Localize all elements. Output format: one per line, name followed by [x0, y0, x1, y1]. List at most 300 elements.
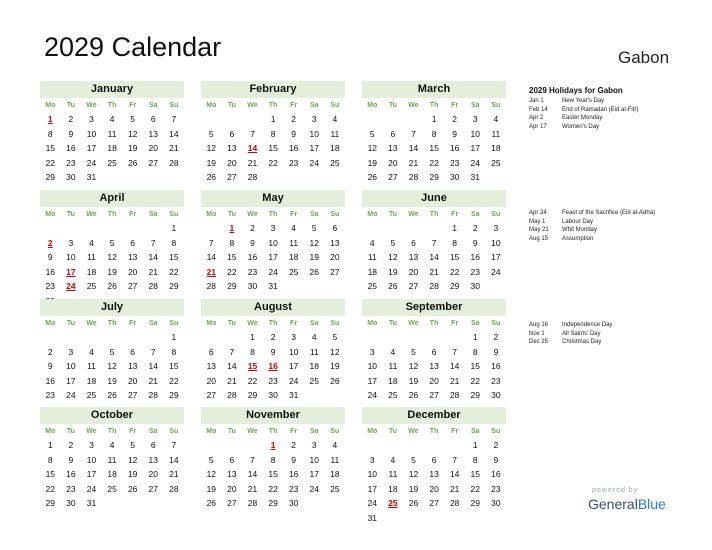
- weekday-header: Th: [429, 211, 439, 218]
- weekday-header: Su: [330, 102, 340, 109]
- day-cell: 28: [247, 172, 258, 182]
- holiday-date: Jan 1: [529, 98, 544, 104]
- day-cell: 26: [206, 498, 217, 508]
- day-cell: 23: [491, 375, 501, 386]
- day-cell: 11: [491, 128, 501, 139]
- weekday-header: Mo: [367, 211, 378, 218]
- day-cell: 4: [369, 237, 375, 248]
- day-cell: 13: [227, 143, 237, 153]
- day-cell: 23: [491, 483, 501, 494]
- day-cell: 28: [449, 498, 460, 508]
- month-name: January: [40, 81, 184, 98]
- weekday-header: We: [408, 102, 419, 109]
- day-cell: 3: [311, 440, 317, 450]
- day-grid: [201, 317, 345, 403]
- empty-cell: [201, 438, 222, 453]
- day-cell: 5: [332, 332, 338, 342]
- day-cell: 26: [408, 498, 419, 508]
- day-cell: 10: [86, 454, 97, 465]
- day-cell: 30: [268, 390, 278, 400]
- day-cell: 11: [87, 252, 96, 262]
- day-cell: 2: [270, 332, 276, 342]
- day-cell: 6: [229, 128, 235, 139]
- empty-cell: [242, 112, 263, 127]
- day-cell: 16: [66, 469, 76, 479]
- day-cell: 16: [288, 143, 299, 153]
- day-cell: 17: [66, 375, 76, 386]
- day-cell: 28: [148, 281, 158, 291]
- day-cell: 4: [390, 346, 396, 357]
- day-grid: [40, 99, 184, 185]
- day-grid: [40, 317, 184, 417]
- day-cell: 22: [45, 483, 56, 494]
- day-cell: 31: [288, 390, 299, 400]
- day-cell: 15: [268, 143, 278, 153]
- holiday-item: [529, 123, 638, 132]
- empty-cell: [403, 438, 424, 453]
- day-cell: 1: [47, 440, 53, 450]
- weekday-header: We: [247, 428, 258, 435]
- day-cell: 1: [452, 223, 458, 233]
- weekday-header: Fr: [129, 428, 137, 435]
- day-cell: 21: [227, 375, 237, 386]
- day-cell: 27: [429, 498, 439, 508]
- empty-cell: [40, 221, 61, 236]
- month-may: [201, 190, 345, 294]
- day-cell: 20: [148, 469, 158, 479]
- month-name: October: [40, 407, 184, 424]
- weekday-header: Th: [107, 102, 117, 109]
- weekday-header: Tu: [227, 102, 236, 109]
- brand-part2: Blue: [637, 496, 666, 512]
- empty-cell: [81, 330, 102, 345]
- weekday-header: Su: [491, 428, 501, 435]
- day-cell: 16: [247, 252, 258, 262]
- weekday-header: Th: [107, 428, 117, 435]
- empty-cell: [403, 221, 424, 236]
- day-cell: 6: [411, 237, 416, 248]
- day-cell: 12: [309, 237, 319, 248]
- holiday-day-cell: 21: [206, 266, 217, 277]
- day-cell: 7: [431, 237, 437, 248]
- day-cell: 29: [429, 172, 439, 182]
- day-cell: 18: [330, 469, 340, 479]
- weekday-header: Mo: [367, 320, 378, 327]
- weekday-header: Fr: [451, 320, 459, 327]
- holiday-day-cell: 24: [66, 281, 76, 291]
- weekday-header: We: [408, 320, 419, 327]
- day-cell: 31: [86, 498, 97, 508]
- day-cell: 12: [408, 361, 419, 371]
- month-july: [40, 299, 184, 417]
- weekday-header: Sa: [470, 320, 480, 327]
- day-cell: 2: [493, 332, 499, 342]
- day-cell: 10: [268, 237, 278, 248]
- empty-cell: [40, 330, 61, 345]
- day-cell: 27: [330, 266, 340, 277]
- day-cell: 5: [411, 454, 416, 465]
- day-cell: 22: [268, 157, 278, 168]
- day-cell: 26: [107, 390, 117, 400]
- day-cell: 29: [45, 172, 56, 182]
- weekday-header: Sa: [148, 102, 158, 109]
- day-cell: 20: [127, 266, 138, 277]
- weekday-header: Su: [491, 102, 501, 109]
- day-cell: 24: [309, 157, 319, 168]
- empty-cell: [61, 221, 82, 236]
- holiday-list: [529, 209, 655, 243]
- weekday-header: Tu: [66, 320, 75, 327]
- weekday-header: Tu: [66, 102, 75, 109]
- holiday-date: Apr 24: [529, 210, 547, 216]
- day-cell: 20: [227, 483, 237, 494]
- day-cell: 29: [45, 498, 56, 508]
- day-cell: 10: [309, 128, 319, 139]
- weekday-header: We: [247, 211, 258, 218]
- holiday-item: [529, 209, 655, 218]
- day-cell: 16: [491, 469, 501, 479]
- day-cell: 12: [127, 454, 138, 465]
- holiday-name: Feast of the Sacrifice (Eid al-Adha): [562, 210, 656, 216]
- day-cell: 27: [127, 281, 138, 291]
- day-cell: 7: [411, 128, 416, 139]
- day-cell: 13: [429, 361, 439, 371]
- day-cell: 5: [208, 454, 214, 465]
- day-cell: 30: [288, 498, 299, 508]
- holiday-date: May 21: [529, 227, 549, 233]
- country-name: Gabon: [618, 48, 670, 67]
- weekday-header: Mo: [206, 428, 217, 435]
- weekday-header: Tu: [388, 320, 397, 327]
- day-cell: 7: [452, 346, 458, 357]
- day-cell: 11: [289, 237, 299, 248]
- day-cell: 5: [109, 237, 115, 248]
- holiday-day-cell: 25: [388, 498, 398, 508]
- day-cell: 30: [247, 281, 258, 291]
- day-cell: 16: [449, 143, 460, 153]
- day-cell: 30: [449, 172, 460, 182]
- weekday-header: Th: [429, 320, 439, 327]
- day-cell: 5: [130, 114, 136, 124]
- empty-cell: [362, 112, 383, 127]
- day-cell: 19: [367, 157, 378, 168]
- day-cell: 9: [493, 346, 499, 357]
- weekday-header: Mo: [45, 320, 56, 327]
- day-cell: 17: [86, 143, 97, 153]
- empty-cell: [81, 221, 102, 236]
- day-cell: 31: [367, 512, 378, 523]
- day-cell: 9: [47, 252, 53, 262]
- day-cell: 25: [491, 157, 501, 168]
- weekday-header: Sa: [470, 102, 480, 109]
- weekday-header: Sa: [148, 428, 158, 435]
- holiday-day-cell: 2: [47, 237, 53, 248]
- day-cell: 8: [270, 454, 276, 465]
- day-cell: 3: [493, 223, 499, 233]
- day-cell: 9: [291, 454, 297, 465]
- day-grid: [201, 99, 345, 185]
- day-cell: 19: [330, 361, 340, 371]
- day-cell: 23: [66, 157, 76, 168]
- weekday-header: Tu: [66, 428, 75, 435]
- page-title: 2029 Calendar: [44, 32, 222, 62]
- day-cell: 13: [127, 252, 138, 262]
- day-cell: 1: [270, 114, 276, 124]
- day-cell: 27: [227, 498, 237, 508]
- month-name: April: [40, 190, 184, 207]
- holiday-name: Women's Day: [562, 123, 600, 130]
- day-cell: 25: [107, 157, 117, 168]
- day-cell: 10: [470, 128, 480, 139]
- month-august: [201, 299, 345, 403]
- empty-cell: [424, 330, 445, 345]
- weekday-header: Fr: [451, 102, 459, 109]
- day-cell: 8: [229, 237, 235, 248]
- holiday-name: Assumption: [562, 235, 594, 242]
- day-cell: 8: [171, 346, 177, 357]
- day-cell: 21: [408, 157, 419, 168]
- weekday-header: Fr: [129, 102, 137, 109]
- day-cell: 20: [429, 375, 439, 386]
- day-cell: 29: [268, 498, 278, 508]
- day-cell: 13: [429, 469, 439, 479]
- month-name: November: [201, 407, 345, 424]
- day-cell: 18: [330, 143, 340, 153]
- day-cell: 13: [330, 237, 340, 248]
- day-cell: 10: [86, 128, 97, 139]
- day-cell: 22: [470, 375, 480, 386]
- day-cell: 4: [390, 454, 396, 465]
- day-cell: 6: [130, 346, 136, 357]
- day-cell: 18: [86, 375, 97, 386]
- day-cell: 28: [449, 390, 460, 400]
- holiday-date: Apr 17: [529, 123, 547, 130]
- holiday-date: Apr 2: [529, 115, 544, 121]
- day-cell: 14: [148, 361, 158, 371]
- day-cell: 22: [45, 157, 56, 168]
- day-cell: 23: [45, 390, 56, 400]
- day-cell: 22: [227, 266, 237, 277]
- day-cell: 31: [470, 172, 480, 182]
- day-cell: 16: [470, 252, 480, 262]
- weekday-header: Sa: [470, 211, 480, 218]
- day-cell: 15: [429, 143, 439, 153]
- brand-part1: General: [588, 496, 638, 512]
- day-cell: 29: [449, 281, 460, 291]
- day-cell: 4: [89, 346, 94, 357]
- empty-cell: [424, 438, 445, 453]
- empty-cell: [122, 221, 143, 236]
- day-cell: 24: [268, 266, 278, 277]
- weekday-header: Tu: [388, 428, 397, 435]
- day-cell: 19: [107, 375, 117, 386]
- day-cell: 8: [270, 128, 276, 139]
- weekday-header: We: [408, 211, 419, 218]
- weekday-header: We: [86, 102, 97, 109]
- day-cell: 18: [388, 375, 398, 386]
- day-cell: 19: [408, 375, 419, 386]
- day-cell: 25: [388, 390, 398, 400]
- day-cell: 7: [208, 237, 214, 248]
- weekday-header: Su: [330, 320, 340, 327]
- day-cell: 27: [227, 172, 237, 182]
- holiday-item: [529, 106, 638, 115]
- day-cell: 1: [472, 332, 478, 342]
- empty-cell: [383, 221, 404, 236]
- day-cell: 15: [45, 143, 56, 153]
- day-cell: 26: [309, 266, 319, 277]
- day-cell: 23: [470, 266, 480, 277]
- weekday-header: Su: [169, 320, 179, 327]
- holiday-item: [529, 114, 638, 123]
- month-name: February: [201, 81, 345, 98]
- day-cell: 13: [227, 469, 237, 479]
- month-name: August: [201, 299, 345, 316]
- day-cell: 2: [452, 114, 458, 124]
- day-cell: 9: [291, 128, 297, 139]
- day-cell: 5: [208, 128, 214, 139]
- day-grid: [362, 317, 506, 403]
- day-cell: 6: [390, 128, 396, 139]
- day-cell: 2: [291, 440, 297, 450]
- day-grid: [362, 99, 506, 185]
- empty-cell: [201, 330, 222, 345]
- holiday-day-cell: 1: [47, 114, 53, 124]
- day-cell: 20: [148, 143, 158, 153]
- day-grid: [201, 208, 345, 294]
- day-cell: 6: [150, 440, 156, 450]
- weekday-header: Mo: [45, 428, 56, 435]
- day-cell: 5: [369, 128, 375, 139]
- weekday-header: We: [408, 428, 419, 435]
- holiday-day-cell: 1: [270, 440, 276, 450]
- weekday-header: Fr: [290, 211, 298, 218]
- day-cell: 14: [227, 361, 237, 371]
- empty-cell: [362, 221, 383, 236]
- day-grid: [201, 425, 345, 511]
- day-cell: 10: [309, 454, 319, 465]
- empty-cell: [143, 221, 164, 236]
- day-cell: 28: [206, 281, 217, 291]
- day-cell: 8: [472, 454, 478, 465]
- weekday-header: Mo: [206, 320, 217, 327]
- day-cell: 22: [449, 266, 460, 277]
- day-cell: 29: [470, 390, 480, 400]
- day-cell: 11: [107, 128, 117, 139]
- day-cell: 27: [127, 390, 138, 400]
- holiday-name: Labour Day: [562, 218, 594, 225]
- holiday-name: Independence Day: [562, 322, 613, 328]
- day-cell: 25: [367, 281, 378, 291]
- day-cell: 12: [206, 469, 217, 479]
- holiday-day-cell: 17: [66, 266, 76, 277]
- day-cell: 24: [470, 157, 480, 168]
- day-cell: 31: [268, 281, 278, 291]
- day-cell: 21: [169, 469, 179, 479]
- day-cell: 13: [206, 361, 217, 371]
- weekday-header: Fr: [451, 211, 459, 218]
- empty-cell: [383, 438, 404, 453]
- month-name: December: [362, 407, 506, 424]
- holiday-item: [529, 226, 655, 235]
- empty-cell: [143, 330, 164, 345]
- day-cell: 1: [171, 223, 177, 233]
- day-cell: 6: [229, 454, 235, 465]
- day-cell: 27: [408, 281, 419, 291]
- day-cell: 19: [309, 252, 319, 262]
- month-name: July: [40, 299, 184, 316]
- day-cell: 30: [66, 172, 76, 182]
- day-cell: 28: [429, 281, 439, 291]
- weekday-header: Th: [268, 428, 278, 435]
- day-cell: 12: [127, 128, 138, 139]
- day-cell: 7: [229, 346, 235, 357]
- day-cell: 17: [309, 143, 319, 153]
- day-cell: 14: [429, 252, 439, 262]
- day-cell: 28: [148, 390, 158, 400]
- day-cell: 14: [206, 252, 217, 262]
- weekday-header: Sa: [470, 428, 480, 435]
- empty-cell: [424, 221, 445, 236]
- day-cell: 16: [491, 361, 501, 371]
- day-cell: 13: [388, 143, 398, 153]
- holiday-date: Nov 1: [529, 330, 545, 337]
- weekday-header: Th: [268, 211, 278, 218]
- day-cell: 12: [107, 361, 117, 371]
- month-name: September: [362, 299, 506, 316]
- day-cell: 24: [86, 483, 97, 494]
- day-cell: 14: [449, 361, 460, 371]
- weekday-header: We: [86, 428, 97, 435]
- day-cell: 4: [332, 114, 338, 124]
- empty-cell: [444, 330, 465, 345]
- weekday-header: Su: [169, 428, 179, 435]
- day-cell: 15: [169, 252, 179, 262]
- day-cell: 11: [309, 346, 319, 357]
- day-cell: 12: [330, 346, 340, 357]
- day-cell: 11: [388, 361, 398, 371]
- holiday-day-cell: 1: [229, 223, 235, 233]
- day-cell: 20: [408, 266, 419, 277]
- day-cell: 7: [250, 454, 255, 465]
- holiday-item: [529, 97, 638, 106]
- day-cell: 4: [109, 114, 115, 124]
- day-cell: 5: [311, 223, 317, 233]
- day-cell: 18: [86, 266, 97, 277]
- day-cell: 10: [367, 469, 378, 479]
- weekday-header: Su: [169, 102, 179, 109]
- day-cell: 9: [270, 346, 276, 357]
- day-cell: 29: [470, 498, 480, 508]
- day-cell: 24: [309, 483, 319, 494]
- weekday-header: Tu: [388, 211, 397, 218]
- day-cell: 11: [87, 361, 96, 371]
- holiday-date: May 1: [529, 218, 546, 225]
- day-cell: 23: [66, 483, 76, 494]
- weekday-header: Tu: [227, 428, 236, 435]
- day-cell: 28: [227, 390, 237, 400]
- day-cell: 13: [148, 128, 158, 139]
- holiday-item: [529, 235, 655, 244]
- day-cell: 9: [452, 128, 458, 139]
- day-cell: 25: [330, 157, 340, 168]
- day-cell: 26: [107, 281, 117, 291]
- day-cell: 25: [288, 266, 299, 277]
- holiday-date: Aug 16: [529, 322, 549, 328]
- empty-cell: [201, 221, 222, 236]
- weekday-header: Su: [330, 428, 340, 435]
- day-cell: 15: [45, 469, 56, 479]
